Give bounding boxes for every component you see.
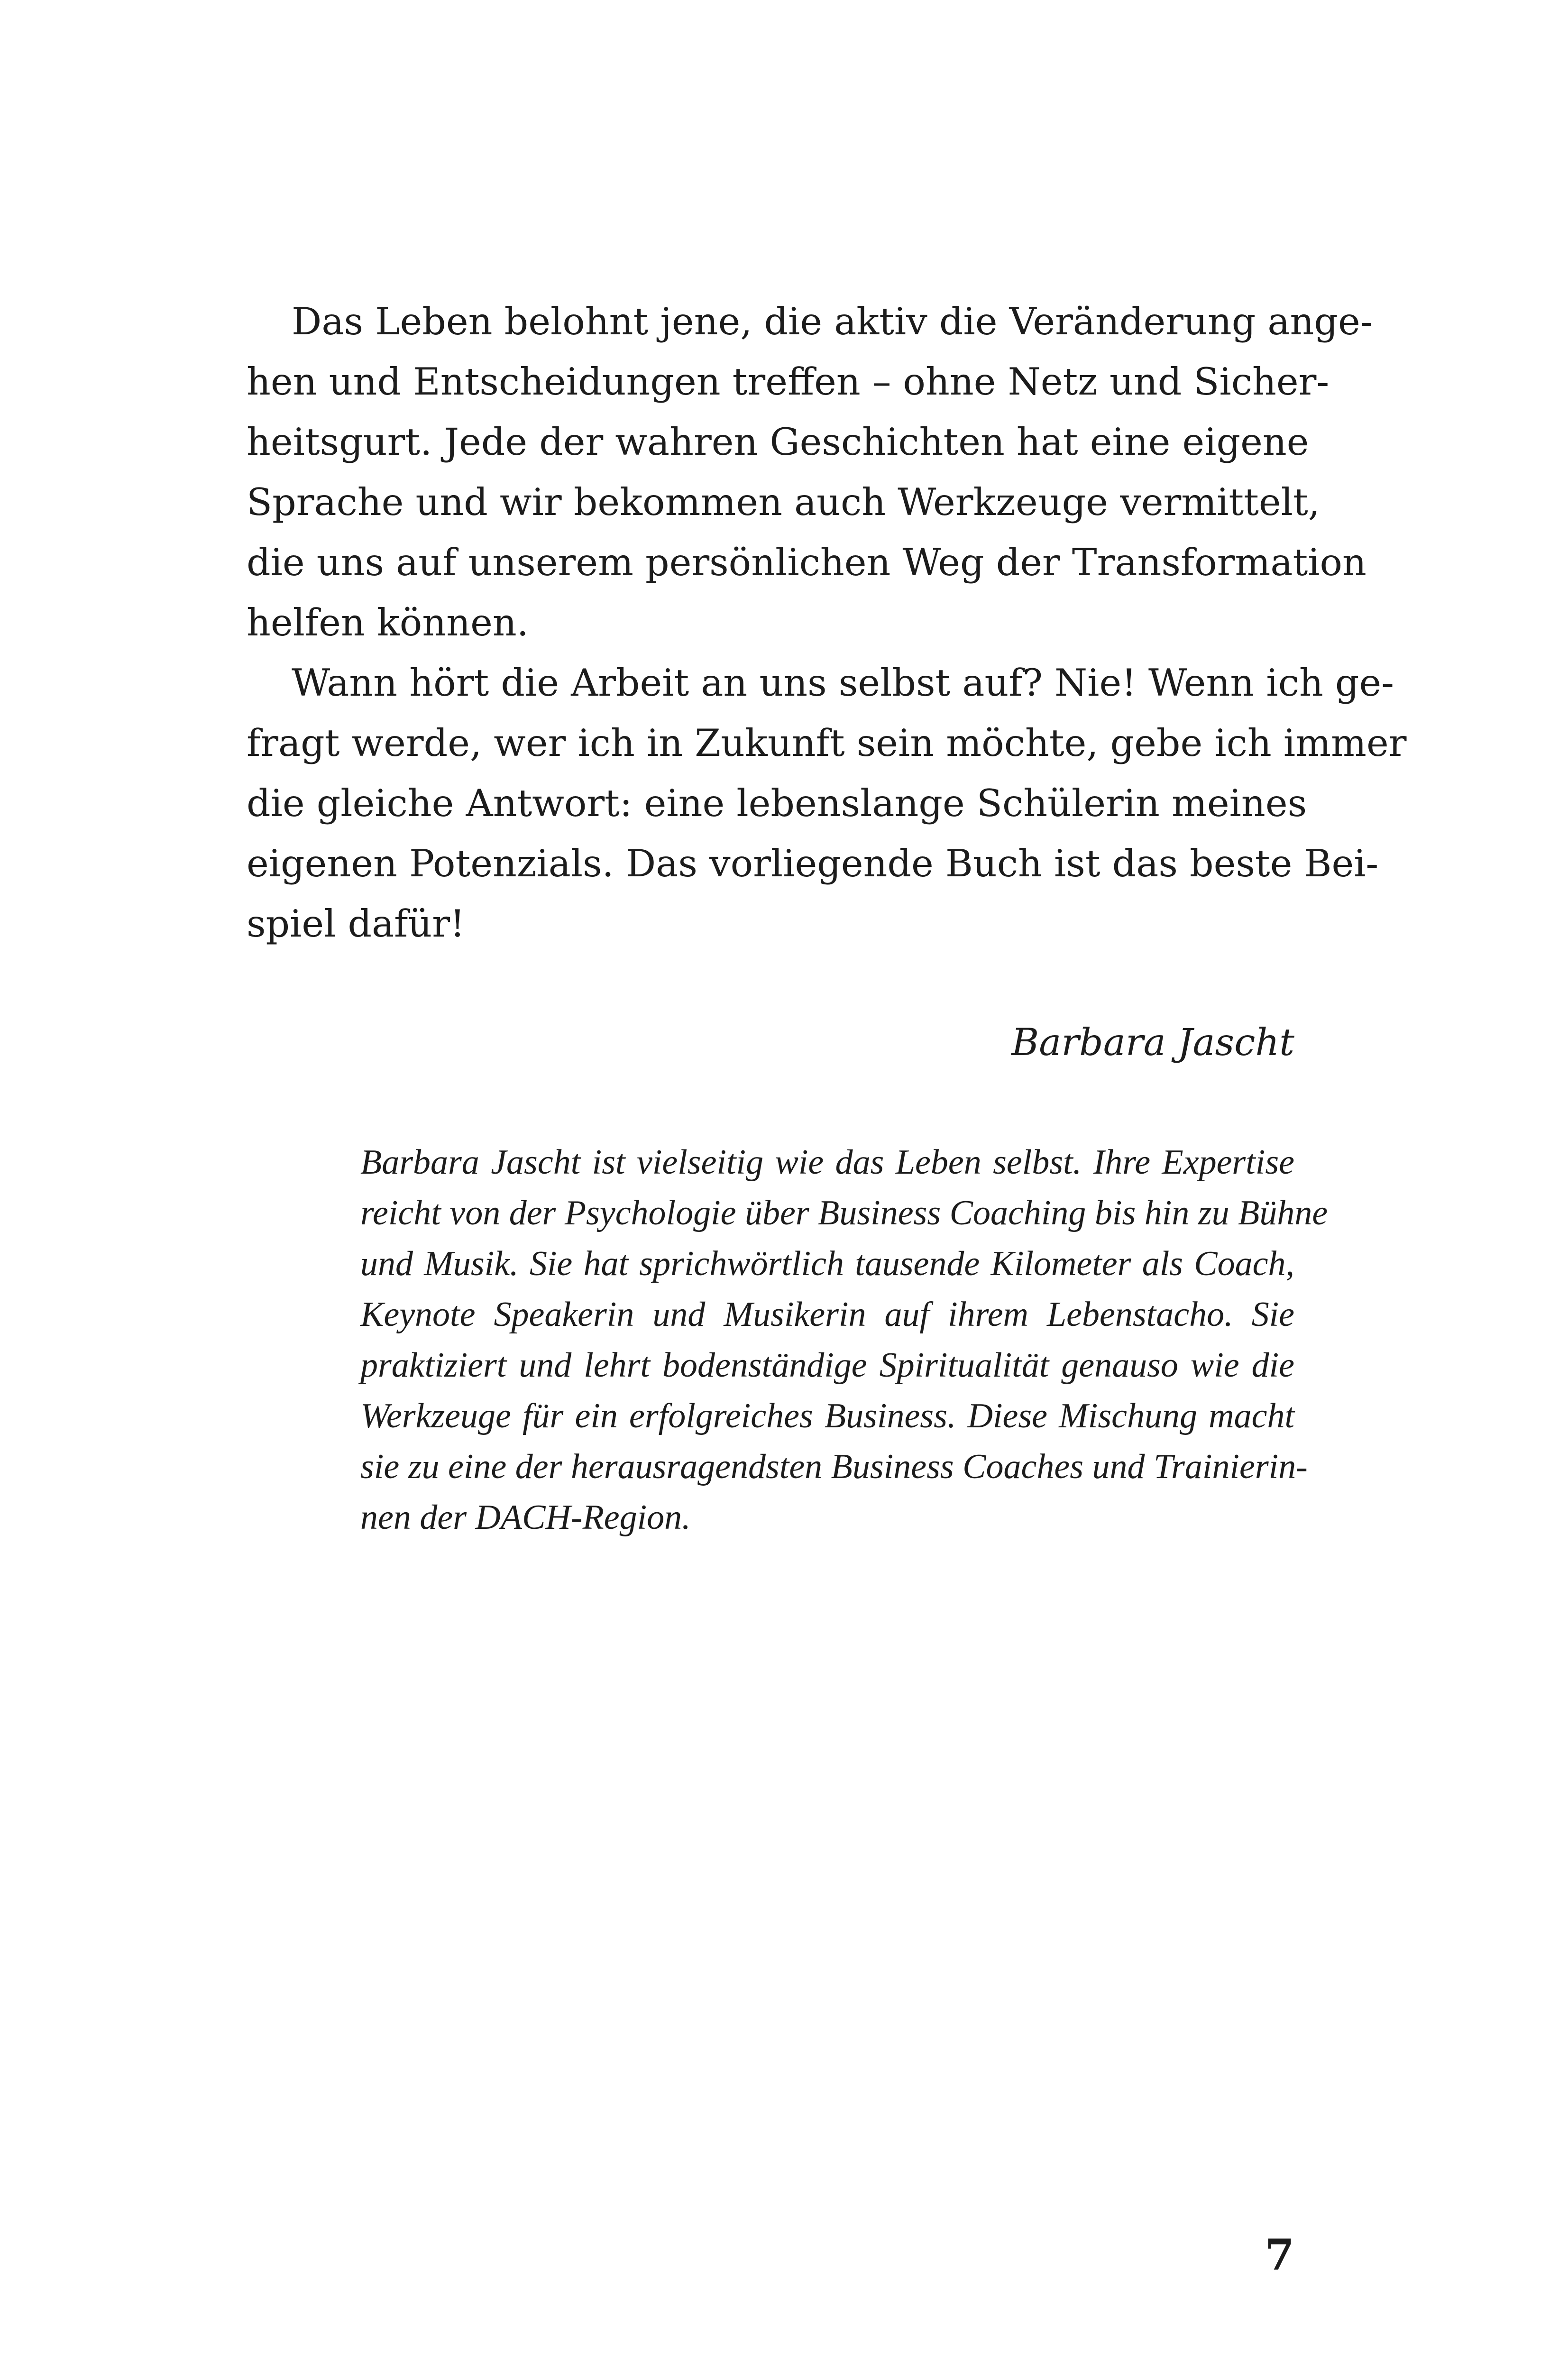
text-line: Wann hört die Arbeit an uns selbst auf? Nie! Wenn ich ge- — [292, 661, 1394, 705]
text-line: hen und Entscheidungen treffen – ohne Netz und Sicher- — [247, 360, 1330, 404]
bio-line: praktiziert und lehrt bodenständige Spiritualität genauso wie die — [360, 1346, 1294, 1385]
text-line: eigenen Potenzials. Das vorliegende Buch ist das beste Bei- — [247, 842, 1379, 885]
paragraph-1 — [247, 292, 1373, 653]
text-line: die gleiche Antwort: eine lebenslange Schülerin meines — [247, 781, 1307, 825]
author-bio — [360, 1137, 1328, 1543]
text-line: Das Leben belohnt jene, die aktiv die Veränderung ange- — [292, 300, 1373, 343]
paragraph-2 — [247, 653, 1407, 954]
text-line: helfen können. — [247, 601, 529, 644]
text-line: fragt werde, wer ich in Zukunft sein möchte, gebe ich immer — [247, 721, 1407, 765]
body-text — [247, 292, 1407, 954]
bio-line: Werkzeuge für ein erfolgreiches Business. Diese Mischung macht — [360, 1397, 1294, 1435]
bio-line: nen der DACH-Region. — [360, 1498, 691, 1537]
author-signature: Barbara Jascht — [1011, 1020, 1294, 1064]
page-number: 7 — [1265, 2230, 1294, 2280]
text-line: die uns auf unserem persönlichen Weg der Transformation — [247, 541, 1366, 584]
text-line: spiel dafür! — [247, 902, 465, 946]
bio-line: Keynote Speakerin und Musikerin auf ihrem Lebenstacho. Sie — [360, 1295, 1294, 1334]
bio-line: Barbara Jascht ist vielseitig wie das Leben selbst. Ihre Expertise — [360, 1143, 1294, 1182]
text-line: heitsgurt. Jede der wahren Geschichten hat eine eigene — [247, 420, 1309, 464]
bio-line: und Musik. Sie hat sprichwörtlich tausende Kilometer als Coach, — [360, 1244, 1294, 1283]
bio-line: sie zu eine der herausragendsten Business Coaches und Trainierin- — [360, 1447, 1308, 1486]
text-line: Sprache und wir bekommen auch Werkzeuge vermittelt, — [247, 480, 1320, 524]
bio-line: reicht von der Psychologie über Business Coaching bis hin zu Bühne — [360, 1194, 1328, 1232]
